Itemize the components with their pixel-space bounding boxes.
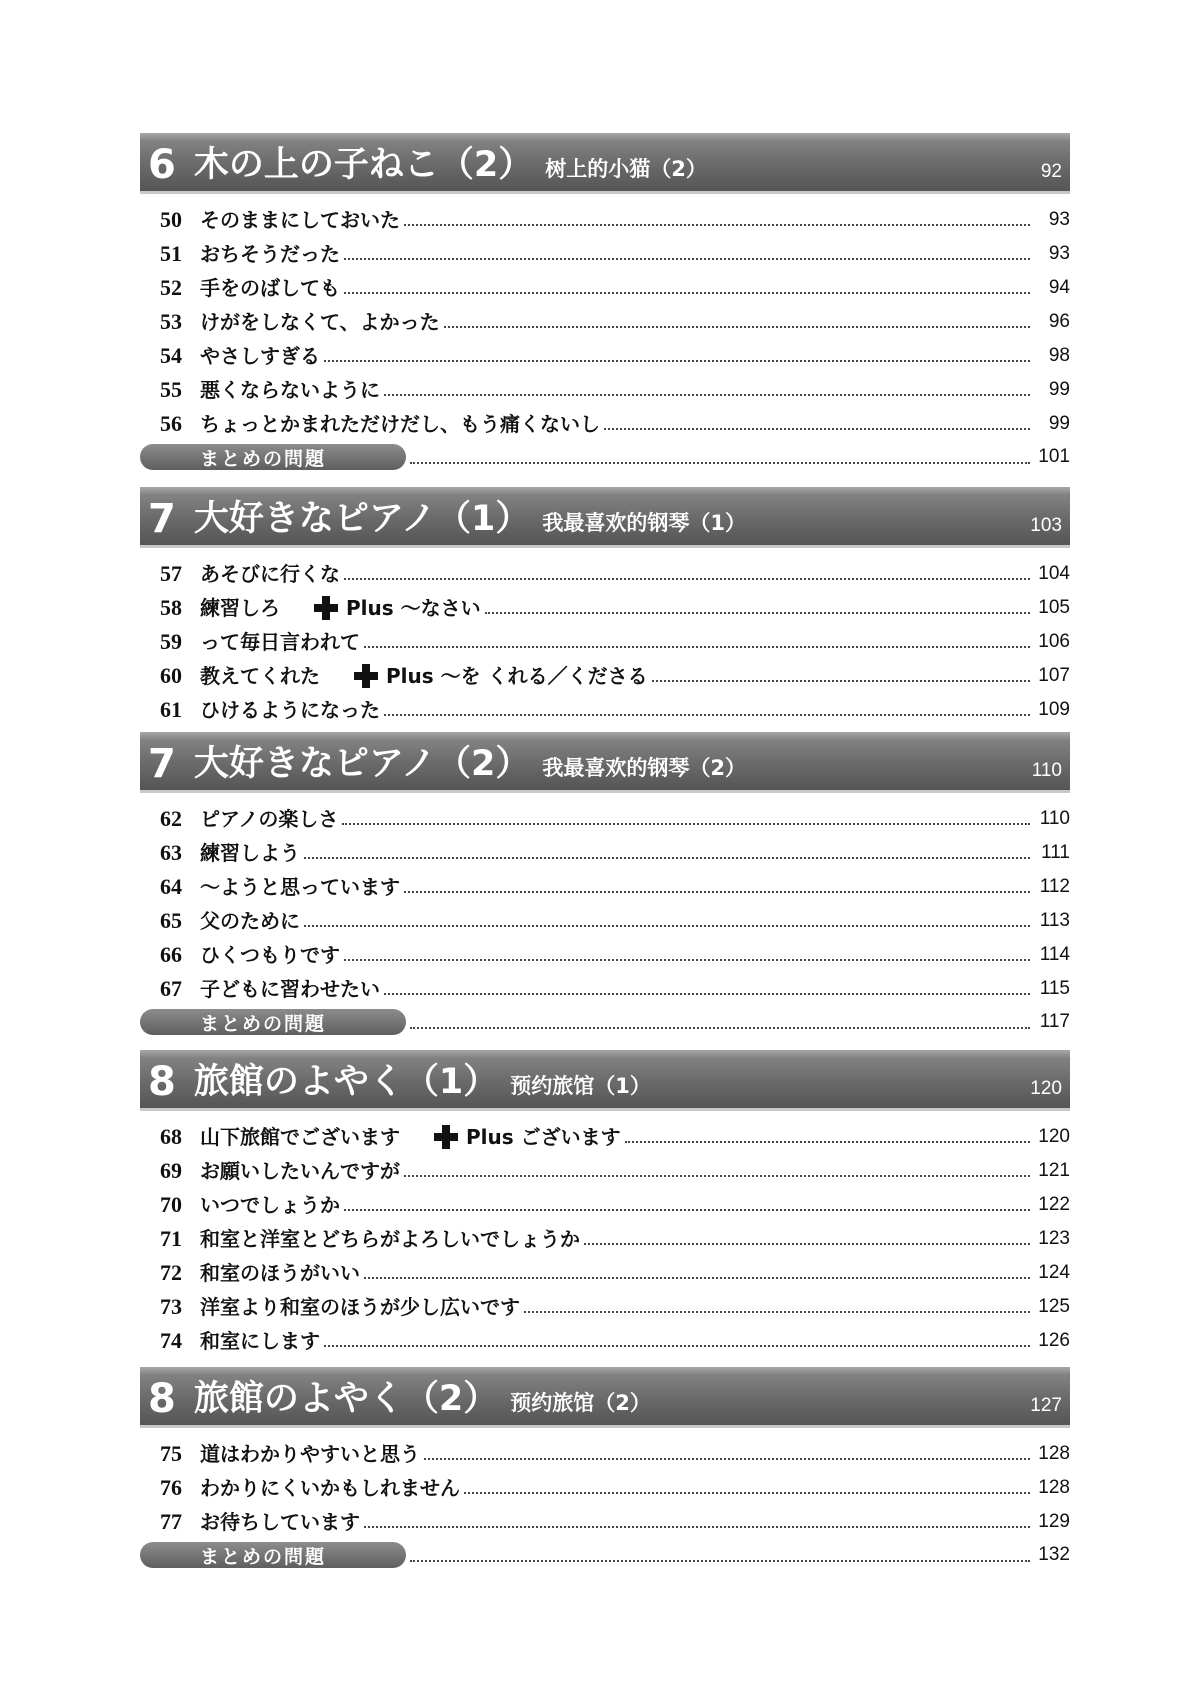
review-label-pill: まとめの問題 bbox=[140, 1542, 406, 1568]
plus-note bbox=[314, 594, 481, 622]
entry-number: 55 bbox=[160, 377, 182, 402]
entry-page-number: 112 bbox=[1039, 876, 1070, 897]
entry-title: 洋室より和室のほうが少し広いです bbox=[200, 1295, 520, 1319]
dot-leader bbox=[404, 1174, 1030, 1177]
entry-title: 練習しろ bbox=[200, 596, 280, 620]
toc-entry[interactable] bbox=[160, 658, 1070, 690]
entry-page-number: 121 bbox=[1038, 1160, 1070, 1181]
review-entry[interactable] bbox=[140, 1540, 1070, 1570]
entry-number: 59 bbox=[160, 629, 182, 654]
dot-leader bbox=[464, 1491, 1030, 1494]
dot-leader bbox=[344, 257, 1030, 260]
entry-title: ひくつもりです bbox=[200, 943, 340, 967]
entry-page-number: 96 bbox=[1048, 311, 1070, 332]
entry-page-number: 128 bbox=[1038, 1443, 1070, 1464]
entry-page-number: 125 bbox=[1038, 1296, 1070, 1317]
plus-note-text: Plus ～を くれる／くださる bbox=[386, 664, 648, 688]
chapter-header[interactable] bbox=[140, 133, 1070, 191]
toc-entry[interactable] bbox=[160, 1119, 1070, 1151]
entry-title: 教えてくれた bbox=[200, 664, 320, 688]
entry-title: 山下旅館でございます bbox=[200, 1125, 400, 1149]
plus-note-text: Plus ～なさい bbox=[346, 596, 481, 620]
toc-entry[interactable] bbox=[160, 236, 1070, 268]
dot-leader bbox=[604, 427, 1030, 430]
dot-leader bbox=[384, 992, 1030, 995]
entry-page-number: 106 bbox=[1038, 631, 1070, 652]
chapter-title: 木の上の子ねこ（2） bbox=[193, 145, 534, 185]
entry-title: お待ちしています bbox=[200, 1510, 360, 1534]
entry-title: ひけるようになった bbox=[200, 698, 380, 722]
entry-title: お願いしたいんですが bbox=[200, 1159, 400, 1183]
toc-entry[interactable] bbox=[160, 1436, 1070, 1468]
entry-page-number: 122 bbox=[1038, 1194, 1070, 1215]
entry-number: 65 bbox=[160, 908, 182, 933]
entry-number: 75 bbox=[160, 1441, 182, 1466]
dot-leader bbox=[304, 856, 1030, 859]
entry-number: 72 bbox=[160, 1260, 182, 1285]
dot-leader bbox=[404, 223, 1030, 226]
dot-leader bbox=[344, 577, 1030, 580]
dot-leader bbox=[324, 359, 1030, 362]
toc-entry[interactable] bbox=[160, 1221, 1070, 1253]
entry-title: そのままにしておいた bbox=[200, 208, 400, 232]
chapter-title: 旅館のよやく（2） bbox=[193, 1379, 499, 1419]
entry-title: ピアノの楽しさ bbox=[200, 807, 339, 831]
entry-number: 58 bbox=[160, 595, 182, 620]
entry-number: 68 bbox=[160, 1124, 182, 1149]
plus-icon bbox=[434, 1125, 458, 1149]
plus-note bbox=[434, 1123, 621, 1151]
toc-entry[interactable] bbox=[160, 1187, 1070, 1219]
chapter-subtitle: 预约旅馆（2） bbox=[510, 1391, 651, 1415]
plus-note-text: Plus ございます bbox=[466, 1125, 621, 1149]
toc-entry[interactable] bbox=[160, 869, 1070, 901]
toc-entry[interactable] bbox=[160, 1504, 1070, 1536]
toc-entry[interactable] bbox=[160, 937, 1070, 969]
chapter-subtitle: 我最喜欢的钢琴（2） bbox=[542, 756, 747, 780]
entry-number: 50 bbox=[160, 207, 182, 232]
dot-leader bbox=[344, 291, 1030, 294]
toc-entry[interactable] bbox=[160, 801, 1070, 833]
entry-number: 54 bbox=[160, 343, 182, 368]
entry-number: 71 bbox=[160, 1226, 182, 1251]
entry-page-number: 124 bbox=[1038, 1262, 1070, 1283]
entry-number: 69 bbox=[160, 1158, 182, 1183]
chapter-title-row bbox=[148, 495, 746, 543]
entry-page-number: 107 bbox=[1038, 665, 1070, 686]
entry-number: 73 bbox=[160, 1294, 182, 1319]
entry-number: 63 bbox=[160, 840, 182, 865]
entry-number: 70 bbox=[160, 1192, 182, 1217]
toc-entry[interactable] bbox=[160, 624, 1070, 656]
dot-leader bbox=[364, 645, 1030, 648]
toc-entry[interactable] bbox=[160, 903, 1070, 935]
entry-page-number: 120 bbox=[1038, 1126, 1070, 1147]
dot-leader bbox=[524, 1310, 1030, 1313]
entry-title: 和室にします bbox=[200, 1329, 320, 1353]
entry-page-number: 104 bbox=[1038, 563, 1070, 584]
chapter-number: 8 bbox=[148, 1059, 176, 1105]
chapter-page-number: 120 bbox=[1030, 1078, 1062, 1099]
dot-leader bbox=[485, 611, 1030, 614]
chapter-header[interactable] bbox=[140, 1050, 1070, 1108]
dot-leader bbox=[344, 1208, 1030, 1211]
toc-entry[interactable] bbox=[160, 372, 1070, 404]
chapter-subtitle: 预约旅馆（1） bbox=[510, 1074, 651, 1098]
plus-note bbox=[354, 662, 648, 690]
toc-entry[interactable] bbox=[160, 406, 1070, 438]
entry-title: あそびに行くな bbox=[200, 562, 340, 586]
toc-entry[interactable] bbox=[160, 590, 1070, 622]
dot-leader bbox=[384, 713, 1030, 716]
entry-title: わかりにくいかもしれません bbox=[200, 1476, 460, 1500]
entry-page-number: 94 bbox=[1048, 277, 1070, 298]
dot-leader bbox=[424, 1457, 1030, 1460]
chapter-page-number: 110 bbox=[1031, 760, 1062, 781]
dot-leader bbox=[404, 890, 1030, 893]
chapter-title: 大好きなピアノ（2） bbox=[193, 744, 531, 784]
toc-entry[interactable] bbox=[160, 1153, 1070, 1185]
dot-leader bbox=[344, 958, 1030, 961]
entry-number: 57 bbox=[160, 561, 182, 586]
dot-leader bbox=[324, 1344, 1030, 1347]
toc-entry[interactable] bbox=[160, 1289, 1070, 1321]
review-page-number: 101 bbox=[1038, 446, 1070, 467]
entry-page-number: 123 bbox=[1038, 1228, 1070, 1249]
chapter-title-row bbox=[148, 740, 746, 788]
entry-title: 道はわかりやすいと思う bbox=[200, 1442, 420, 1466]
chapter-title: 大好きなピアノ（1） bbox=[193, 499, 531, 539]
entry-page-number: 129 bbox=[1038, 1511, 1070, 1532]
entry-page-number: 99 bbox=[1048, 413, 1070, 434]
entry-number: 74 bbox=[160, 1328, 182, 1353]
chapter-title: 旅館のよやく（1） bbox=[193, 1062, 499, 1102]
chapter-number: 7 bbox=[148, 741, 176, 787]
dot-leader bbox=[410, 461, 1030, 464]
entry-title: 手をのばしても bbox=[200, 276, 340, 300]
toc-entry[interactable] bbox=[160, 1255, 1070, 1287]
toc-entry[interactable] bbox=[160, 971, 1070, 1003]
dot-leader bbox=[625, 1140, 1030, 1143]
chapter-subtitle: 我最喜欢的钢琴（1） bbox=[542, 511, 747, 535]
plus-icon bbox=[354, 664, 378, 688]
entry-number: 64 bbox=[160, 874, 182, 899]
review-label-pill: まとめの問題 bbox=[140, 1009, 406, 1035]
entry-title: 子どもに習わせたい bbox=[200, 977, 380, 1001]
chapter-subtitle: 树上的小猫（2） bbox=[545, 157, 707, 181]
plus-icon bbox=[314, 596, 338, 620]
chapter-page-number: 127 bbox=[1030, 1395, 1062, 1416]
dot-leader bbox=[384, 393, 1030, 396]
dot-leader bbox=[410, 1559, 1030, 1562]
chapter-title-row bbox=[148, 1058, 651, 1106]
entry-title: けがをしなくて、よかった bbox=[200, 310, 440, 334]
review-entry[interactable] bbox=[140, 1007, 1070, 1037]
toc-entry[interactable] bbox=[160, 692, 1070, 724]
entry-number: 67 bbox=[160, 976, 182, 1001]
entry-title: 和室と洋室とどちらがよろしいでしょうか bbox=[200, 1227, 580, 1251]
toc-entry[interactable] bbox=[160, 1470, 1070, 1502]
chapter-number: 8 bbox=[148, 1376, 176, 1422]
chapter-page-number: 92 bbox=[1040, 161, 1062, 182]
review-label-pill: まとめの問題 bbox=[140, 444, 406, 470]
toc-entry[interactable] bbox=[160, 304, 1070, 336]
entry-title: いつでしょうか bbox=[200, 1193, 340, 1217]
dot-leader bbox=[304, 924, 1030, 927]
toc-entry[interactable] bbox=[160, 556, 1070, 588]
dot-leader bbox=[410, 1026, 1030, 1029]
entry-number: 51 bbox=[160, 241, 182, 266]
entry-number: 52 bbox=[160, 275, 182, 300]
toc-entry[interactable] bbox=[160, 270, 1070, 302]
entry-number: 62 bbox=[160, 806, 182, 831]
entry-page-number: 126 bbox=[1038, 1330, 1070, 1351]
entry-page-number: 98 bbox=[1048, 345, 1070, 366]
chapter-header[interactable] bbox=[140, 732, 1070, 790]
review-page-number: 132 bbox=[1038, 1544, 1070, 1565]
entry-page-number: 93 bbox=[1048, 209, 1070, 230]
entry-page-number: 109 bbox=[1038, 699, 1070, 720]
chapter-title-row bbox=[148, 1375, 651, 1423]
entry-number: 61 bbox=[160, 697, 182, 722]
entry-page-number: 114 bbox=[1039, 944, 1070, 965]
entry-page-number: 105 bbox=[1038, 597, 1070, 618]
entry-page-number: 115 bbox=[1039, 978, 1070, 999]
review-page-number: 117 bbox=[1039, 1011, 1070, 1032]
dot-leader bbox=[584, 1242, 1030, 1245]
entry-number: 76 bbox=[160, 1475, 182, 1500]
entry-title: やさしすぎる bbox=[200, 344, 320, 368]
entry-title: ～ようと思っています bbox=[200, 875, 400, 899]
entry-number: 56 bbox=[160, 411, 182, 436]
entry-page-number: 113 bbox=[1039, 910, 1070, 931]
entry-title: おちそうだった bbox=[200, 242, 340, 266]
entry-page-number: 93 bbox=[1048, 243, 1070, 264]
entry-page-number: 111 bbox=[1041, 842, 1070, 863]
chapter-title-row bbox=[148, 141, 707, 189]
entry-page-number: 99 bbox=[1048, 379, 1070, 400]
entry-number: 77 bbox=[160, 1509, 182, 1534]
entry-page-number: 110 bbox=[1039, 808, 1070, 829]
entry-title: って毎日言われて bbox=[200, 630, 360, 654]
chapter-number: 6 bbox=[148, 142, 176, 188]
entry-page-number: 128 bbox=[1038, 1477, 1070, 1498]
entry-title: ちょっとかまれただけだし、もう痛くないし bbox=[200, 412, 600, 436]
chapter-header[interactable] bbox=[140, 1367, 1070, 1425]
entry-title: 練習しよう bbox=[200, 841, 300, 865]
entry-title: 悪くならないように bbox=[200, 378, 380, 402]
dot-leader bbox=[342, 822, 1030, 825]
entry-number: 53 bbox=[160, 309, 182, 334]
dot-leader bbox=[364, 1525, 1030, 1528]
review-entry[interactable] bbox=[140, 442, 1070, 472]
dot-leader bbox=[652, 679, 1030, 682]
toc-entry[interactable] bbox=[160, 1323, 1070, 1355]
dot-leader bbox=[444, 325, 1030, 328]
toc-entry[interactable] bbox=[160, 835, 1070, 867]
chapter-number: 7 bbox=[148, 496, 176, 542]
entry-number: 66 bbox=[160, 942, 182, 967]
toc-entry[interactable] bbox=[160, 202, 1070, 234]
dot-leader bbox=[364, 1276, 1030, 1279]
entry-number: 60 bbox=[160, 663, 182, 688]
entry-title: 和室のほうがいい bbox=[200, 1261, 360, 1285]
entry-title: 父のために bbox=[200, 909, 300, 933]
toc-entry[interactable] bbox=[160, 338, 1070, 370]
chapter-page-number: 103 bbox=[1030, 515, 1062, 536]
chapter-header[interactable] bbox=[140, 487, 1070, 545]
